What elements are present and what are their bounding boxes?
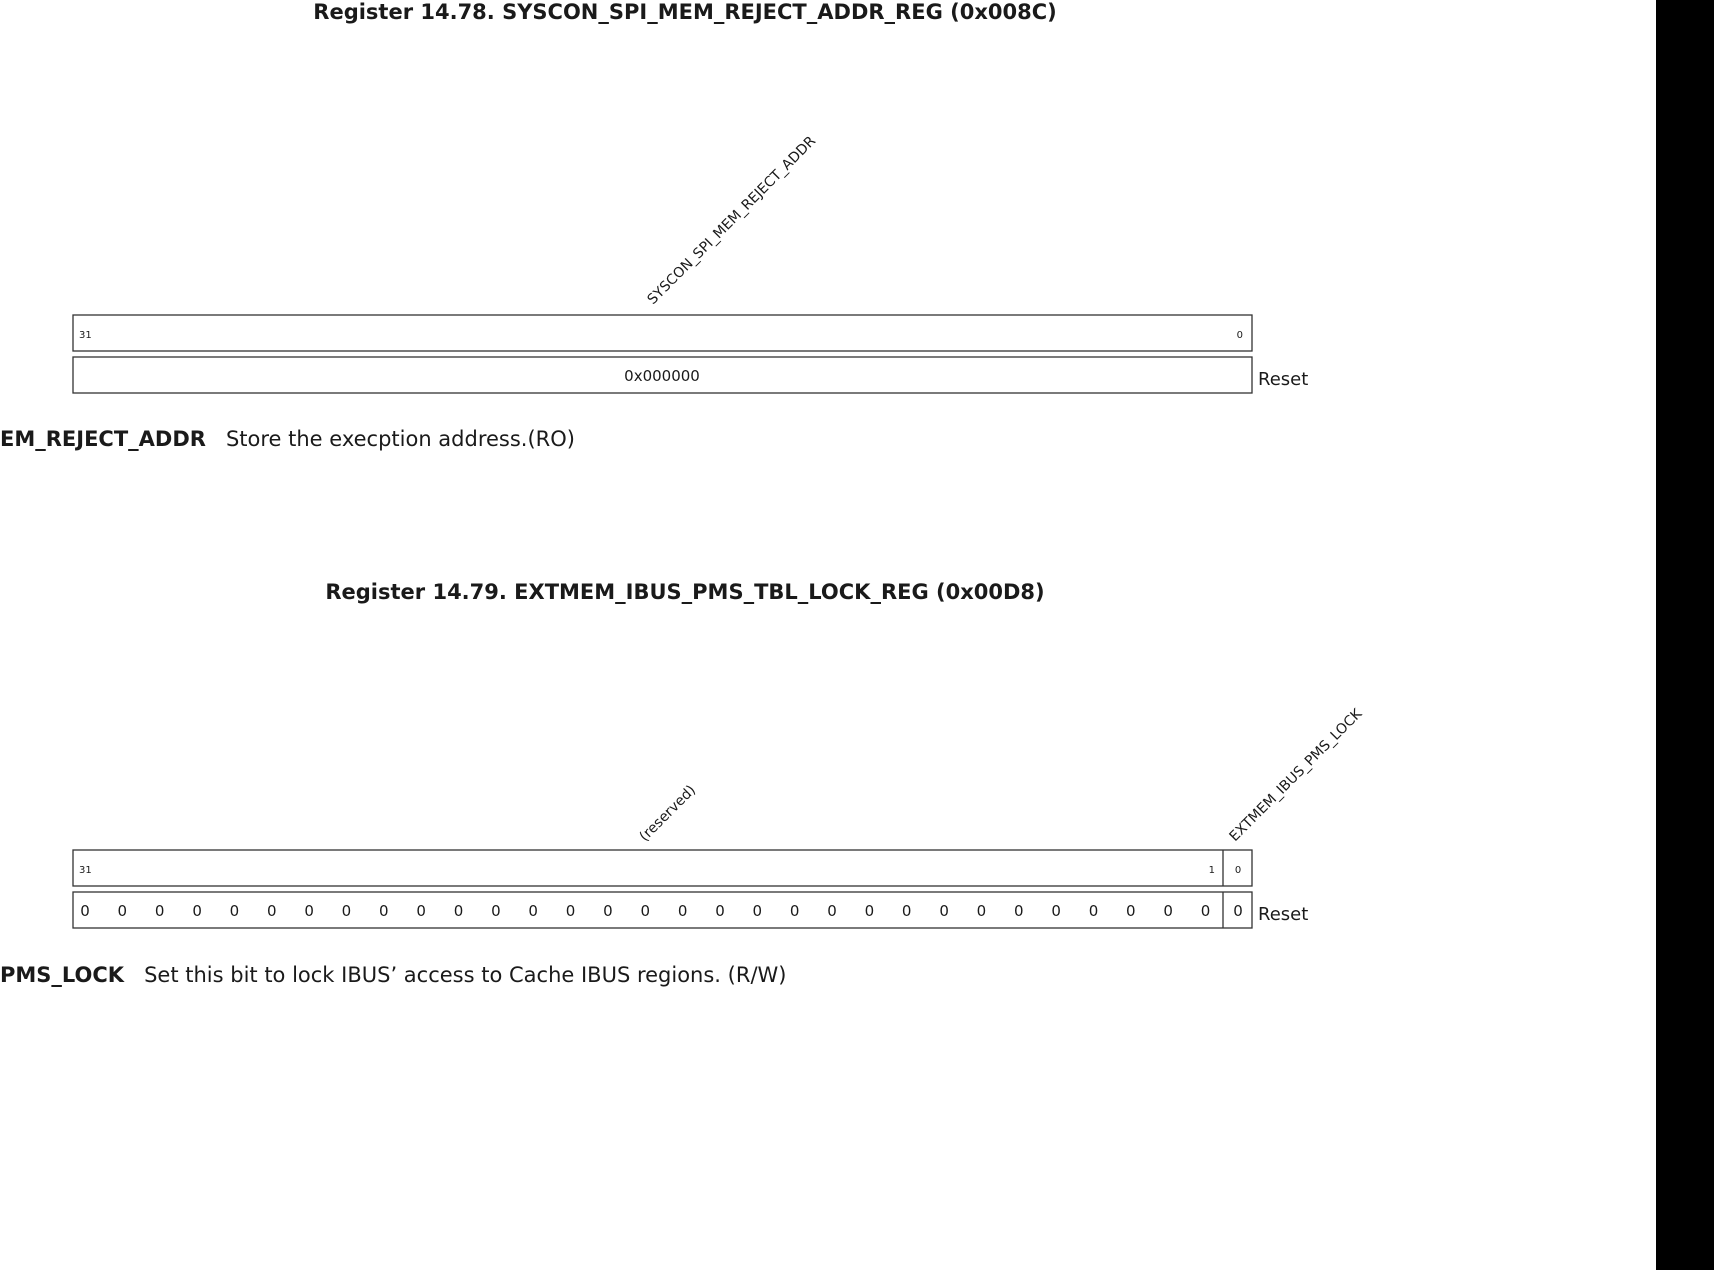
right-edge-bar [1656, 0, 1714, 1270]
reset-bit: 0 [1014, 902, 1024, 920]
register-2-diagrams [73, 705, 1366, 928]
reset-bit: 0 [528, 902, 538, 920]
reserved-reset-bits [80, 902, 1210, 920]
reset-bit-lock: 0 [1233, 902, 1243, 920]
reset-bit: 0 [603, 902, 613, 920]
reset-bit: 0 [1200, 902, 1211, 920]
field-description-text: Set this bit to lock IBUS’ access to Cache IBUS regions. (R/W) [144, 963, 787, 987]
bit-number-low: 0 [1236, 330, 1243, 341]
reset-bit: 0 [1163, 902, 1173, 920]
field-description-name: PMS_LOCK [0, 963, 125, 987]
field-description-text: Store the execption address.(RO) [225, 427, 575, 451]
reset-bit: 0 [901, 902, 912, 920]
reset-bit: 0 [117, 902, 128, 920]
reset-bit: 0 [453, 902, 464, 920]
reset-bit: 0 [864, 902, 875, 920]
bit-number-row [73, 315, 1252, 351]
reset-bit: 0 [1126, 902, 1136, 920]
field-description-2 [0, 963, 786, 987]
reset-bit: 0 [341, 902, 352, 920]
reset-bit: 0 [677, 902, 688, 920]
reset-bit: 0 [789, 902, 800, 920]
register-1-diagram [73, 133, 1308, 393]
reset-bit: 0 [976, 902, 987, 920]
reset-bit: 0 [304, 902, 314, 920]
register-1-title: Register 14.78. SYSCON_SPI_MEM_REJECT_ADDR_REG (0x008C) [313, 0, 1057, 24]
field-description-1 [0, 427, 575, 451]
bit-number-lock: 0 [1234, 865, 1242, 876]
reset-value-row [73, 892, 1252, 928]
bit-number-low: 1 [1208, 865, 1215, 876]
reset-bit: 0 [267, 902, 277, 920]
register-2-title: Register 14.79. EXTMEM_IBUS_PMS_TBL_LOCK_REG (0x00D8) [325, 580, 1045, 604]
reset-bit: 0 [416, 902, 426, 920]
reset-bit: 0 [80, 902, 90, 920]
reset-bit: 0 [939, 902, 949, 920]
reset-value: 0x000000 [624, 367, 700, 385]
reset-bit: 0 [154, 902, 165, 920]
reset-label: Reset [1258, 369, 1309, 390]
reset-bit: 0 [491, 902, 501, 920]
reset-label: Reset [1258, 904, 1309, 925]
reset-bit: 0 [192, 902, 202, 920]
bit-number-high: 31 [79, 865, 92, 876]
reset-bit: 0 [640, 902, 651, 920]
reset-bit: 0 [1088, 902, 1099, 920]
reset-bit: 0 [1051, 902, 1061, 920]
bit-number-high: 31 [79, 330, 92, 341]
bit-number-row [73, 850, 1252, 886]
reset-bit: 0 [752, 902, 763, 920]
reset-bit: 0 [827, 902, 837, 920]
field-description-name: EM_REJECT_ADDR [0, 427, 206, 451]
reset-bit: 0 [379, 902, 389, 920]
reset-bit: 0 [229, 902, 240, 920]
reset-bit: 0 [565, 902, 576, 920]
field-label-reserved: (reserved) [636, 782, 700, 845]
field-label-spi-mem-reject-addr: SYSCON_SPI_MEM_REJECT_ADDR [644, 133, 820, 308]
field-label-ibus-pms-lock: EXTMEM_IBUS_PMS_LOCK [1226, 706, 1366, 845]
reset-bit: 0 [715, 902, 725, 920]
